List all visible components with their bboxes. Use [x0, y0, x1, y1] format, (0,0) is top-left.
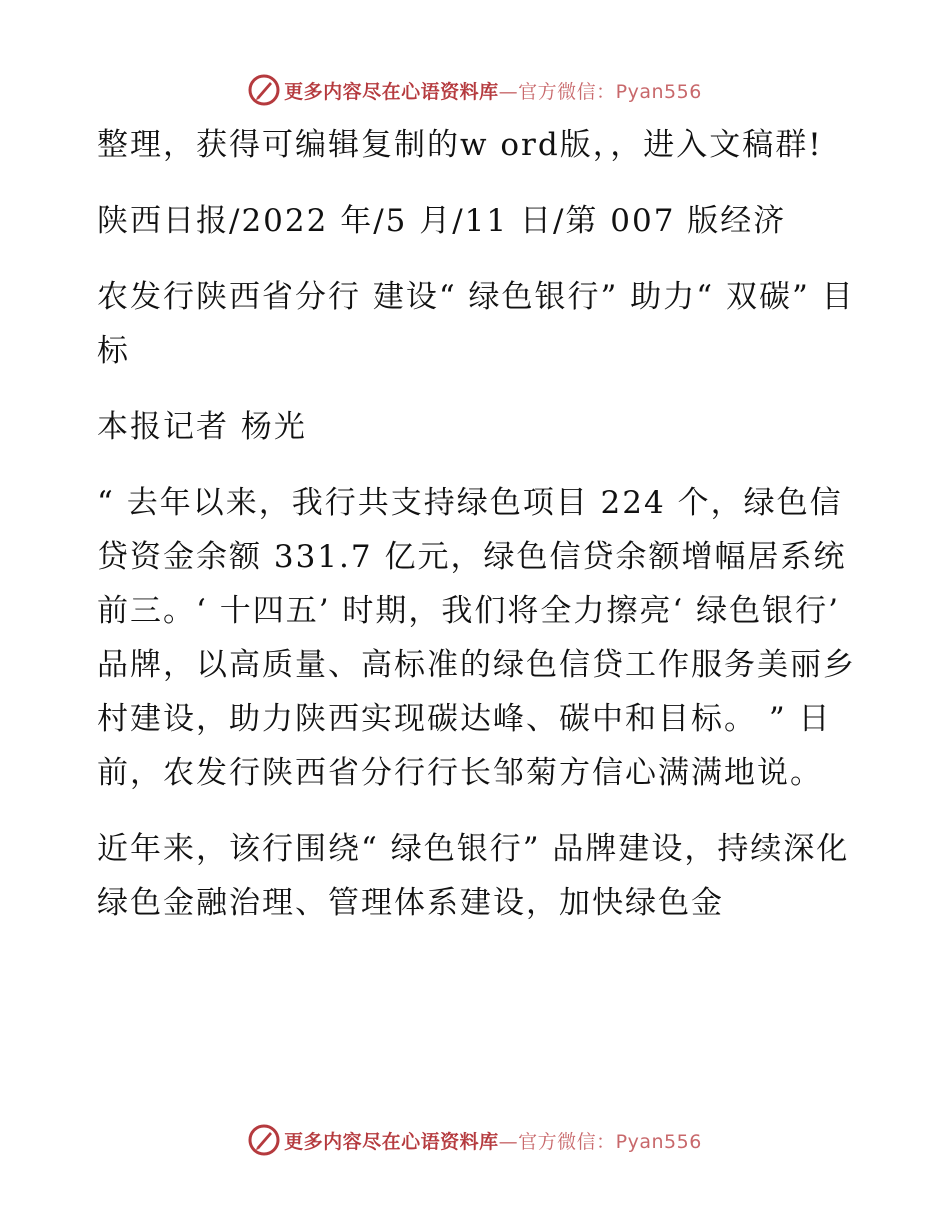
banner-text: 更多内容尽在心语资料库—官方微信：Pyan556	[284, 80, 702, 103]
banner-text: 更多内容尽在心语资料库—官方微信：Pyan556	[284, 1130, 702, 1153]
feather-pen-logo-icon	[248, 1124, 280, 1156]
byline: 本报记者 杨光	[97, 409, 307, 445]
document-body	[97, 118, 857, 952]
paragraph-body: 近年来，该行围绕“ 绿色银行” 品牌建设，持续深化绿色金融治理、管理体系建设，加快绿色金	[97, 831, 850, 921]
paragraph-quote: “ 去年以来，我行共支持绿色项目 224 个，绿色信贷资金余额 331.7 亿元，绿色信贷余额增幅居系统前三。‘ 十四五’ 时期，我们将全力擦亮‘ 绿色银行’ 品牌，以高质量、高标准的绿色信贷工作服务美丽乡村建设，助力陕西实现碳达峰、碳中和目标。 ” 日前，农发行陕西省分行行长邹菊方信心满满地说。	[97, 485, 856, 791]
article-headline: 农发行陕西省分行 建设“ 绿色银行” 助力“ 双碳” 目标	[97, 279, 855, 369]
feather-pen-logo-icon	[248, 74, 280, 106]
footer-banner	[0, 1120, 950, 1160]
header-banner	[0, 70, 950, 110]
paragraph-source: 陕西日报/2022 年/5 月/11 日/第 007 版经济	[97, 203, 787, 239]
paragraph-intro: 整理，获得可编辑复制的w ord版，，进入文稿群!	[97, 127, 823, 163]
